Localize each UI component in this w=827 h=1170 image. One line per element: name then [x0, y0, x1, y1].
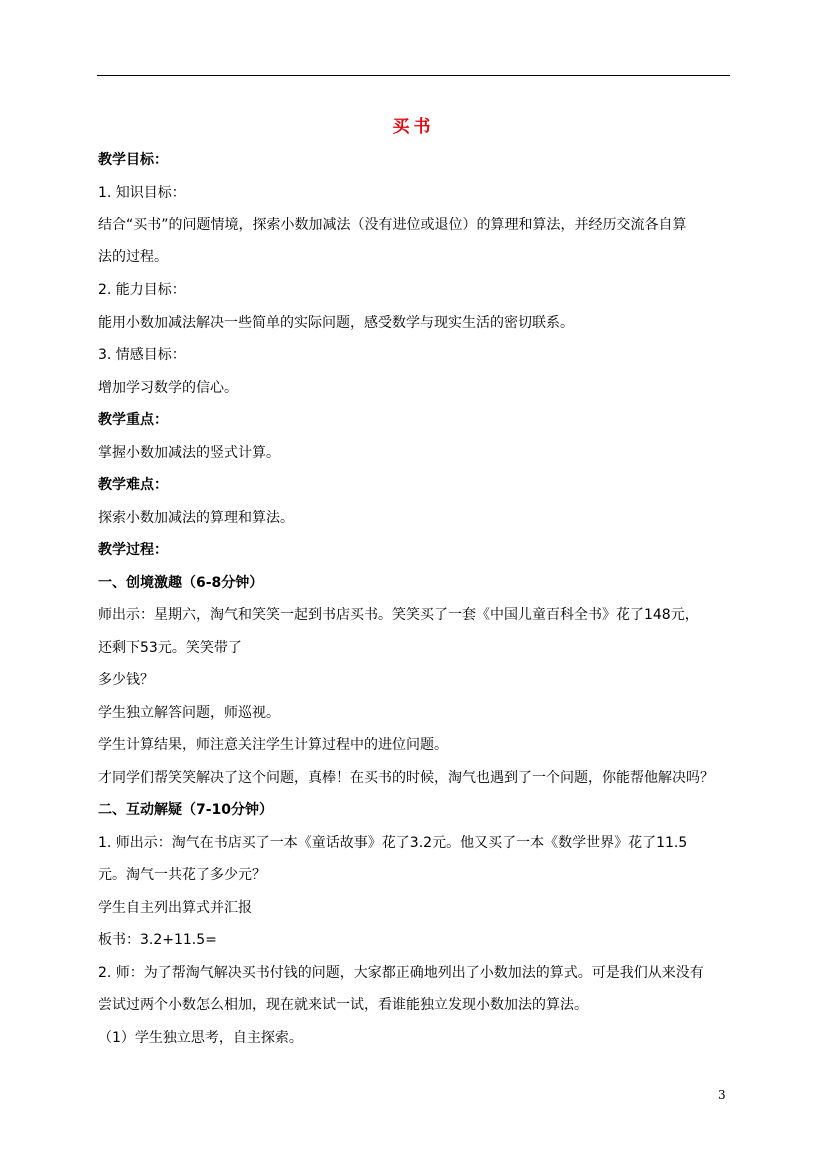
paragraph-line: 结合“买书”的问题情境，探索小数加减法（没有进位或退位）的算理和算法，并经历交流各自算 [98, 217, 687, 233]
paragraph-line: 学生计算结果，师注意关注学生计算过程中的进位问题。 [98, 737, 448, 753]
heading-section-2: 二、互动解疑（7-10分钟） [98, 802, 274, 818]
page-number: 3 [718, 1088, 726, 1102]
paragraph-line: 探索小数加减法的算理和算法。 [98, 510, 294, 526]
header-rule [97, 75, 730, 76]
document-title: 买书 [392, 117, 435, 137]
paragraph-line: 法的过程。 [98, 249, 168, 265]
paragraph-line: 2. 师：为了帮淘气解决买书付钱的问题，大家都正确地列出了小数加法的算式。可是我们从来没有 [98, 965, 704, 981]
paragraph-line: 1. 师出示：淘气在书店买了一本《童话故事》花了3.2元。他又买了一本《数学世界》花了11.5 [98, 835, 688, 851]
heading-difficulties: 教学难点： [98, 477, 168, 493]
heading-teaching-objectives: 教学目标： [98, 152, 168, 168]
paragraph-line: 2. 能力目标： [98, 282, 186, 298]
paragraph-line: 掌握小数加减法的竖式计算。 [98, 445, 280, 461]
heading-section-1: 一、创境激趣（6-8分钟） [98, 575, 264, 591]
paragraph-line: 师出示：星期六，淘气和笑笑一起到书店买书。笑笑买了一套《中国儿童百科全书》花了148元， [98, 607, 699, 623]
paragraph-line: 学生独立解答问题，师巡视。 [98, 705, 280, 721]
paragraph-line: 才同学们帮笑笑解决了这个问题，真棒！在买书的时候，淘气也遇到了一个问题，你能帮他解决吗？ [98, 770, 714, 786]
heading-teaching-process: 教学过程： [98, 542, 168, 558]
heading-key-points: 教学重点： [98, 412, 168, 428]
paragraph-line: 3. 情感目标： [98, 347, 186, 363]
paragraph-line: 尝试过两个小数怎么相加，现在就来试一试，看谁能独立发现小数加法的算法。 [98, 997, 588, 1013]
paragraph-line: 板书：3.2+11.5= [98, 932, 217, 948]
paragraph-line: （1）学生独立思考，自主探索。 [98, 1030, 303, 1046]
paragraph-line: 还剩下53元。笑笑带了 [98, 640, 242, 656]
paragraph-line: 1. 知识目标： [98, 185, 186, 201]
paragraph-line: 学生自主列出算式并汇报 [98, 900, 252, 916]
paragraph-line: 增加学习数学的信心。 [98, 380, 238, 396]
paragraph-line: 能用小数加减法解决一些简单的实际问题，感受数学与现实生活的密切联系。 [98, 315, 574, 331]
paragraph-line: 多少钱？ [98, 672, 154, 688]
paragraph-line: 元。淘气一共花了多少元？ [98, 867, 266, 883]
